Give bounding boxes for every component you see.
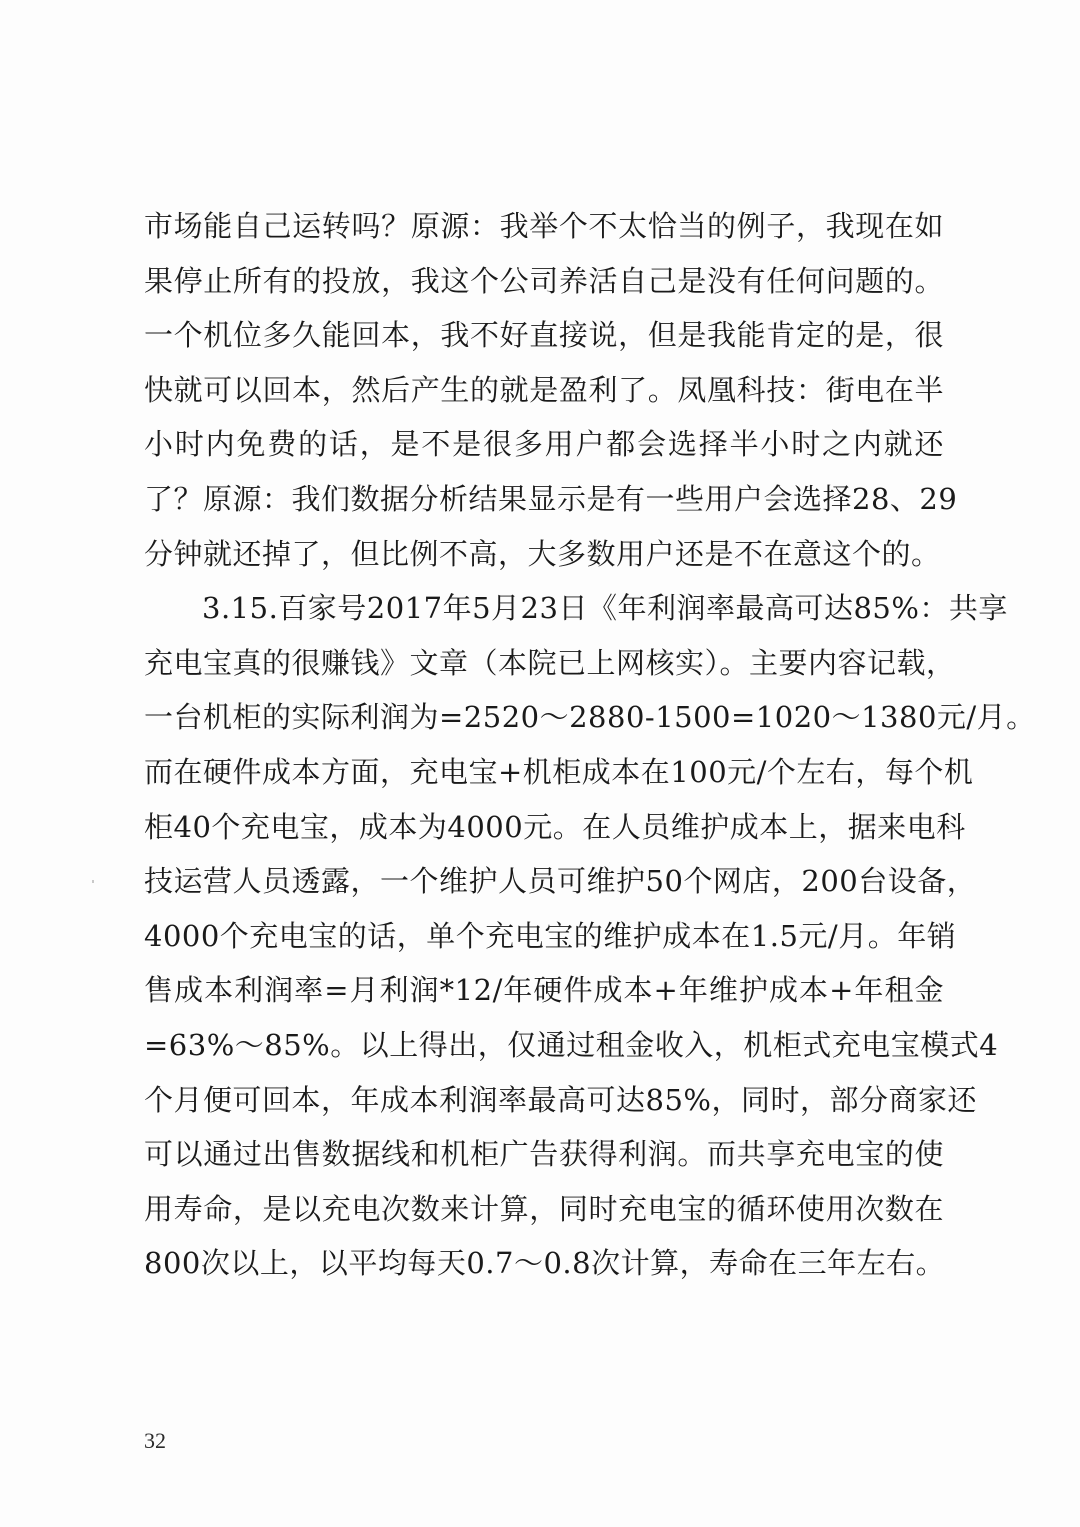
text-line: 市场能自己运转吗？原源：我举个不太恰当的例子，我现在如 [144,209,944,243]
text-line: 柜40个充电宝，成本为4000元。在人员维护成本上，据来电科 [144,809,966,844]
text-line: 可以通过出售数据线和机柜广告获得利润。而共享充电宝的使 [144,1137,944,1172]
text-line: 个月便可回本，年成本利润率最高可达85%，同时，部分商家还 [144,1082,977,1117]
text-line: 一台机柜的实际利润为=2520～2880-1500=1020～1380元/月。 [144,700,1036,735]
page-number: 32 [144,1428,166,1453]
text-line: 技运营人员透露，一个维护人员可维护50个网店，200台设备， [144,864,977,899]
text-line: 充电宝真的很赚钱》文章（本院已上网核实）。主要内容记载， [144,645,956,680]
text-line: 小时内免费的话，是不是很多用户都会选择半小时之内就还 [144,427,944,462]
text-line: 一个机位多久能回本，我不好直接说，但是我能肯定的是，很 [144,318,944,353]
text-line: 800次以上，以平均每天0.7～0.8次计算，寿命在三年左右。 [144,1246,946,1281]
text-line: 分钟就还掉了，但比例不高，大多数用户还是不在意这个的。 [144,536,941,571]
section-heading-line: 3.15.百家号2017年5月23日《年利润率最高可达85%：共享 [202,591,1008,626]
text-line: 快就可以回本，然后产生的就是盈利了。凤凰科技：街电在半 [144,372,944,407]
text-line: 而在硬件成本方面，充电宝+机柜成本在100元/个左右，每个机 [144,754,974,789]
text-line: 果停止所有的投放，我这个公司养活自己是没有任何问题的。 [144,263,944,298]
text-line: 了？原源：我们数据分析结果显示是有一些用户会选择28、29 [144,481,958,516]
body-text [144,206,1036,1298]
scan-speck [92,880,94,883]
text-line: 4000个充电宝的话，单个充电宝的维护成本在1.5元/月。年销 [144,918,957,953]
text-line: =63%～85%。以上得出，仅通过租金收入，机柜式充电宝模式4 [144,1027,999,1062]
text-line: 用寿命，是以充电次数来计算，同时充电宝的循环使用次数在 [144,1191,944,1226]
text-line: 售成本利润率=月利润*12/年硬件成本+年维护成本+年租金 [144,973,944,1008]
